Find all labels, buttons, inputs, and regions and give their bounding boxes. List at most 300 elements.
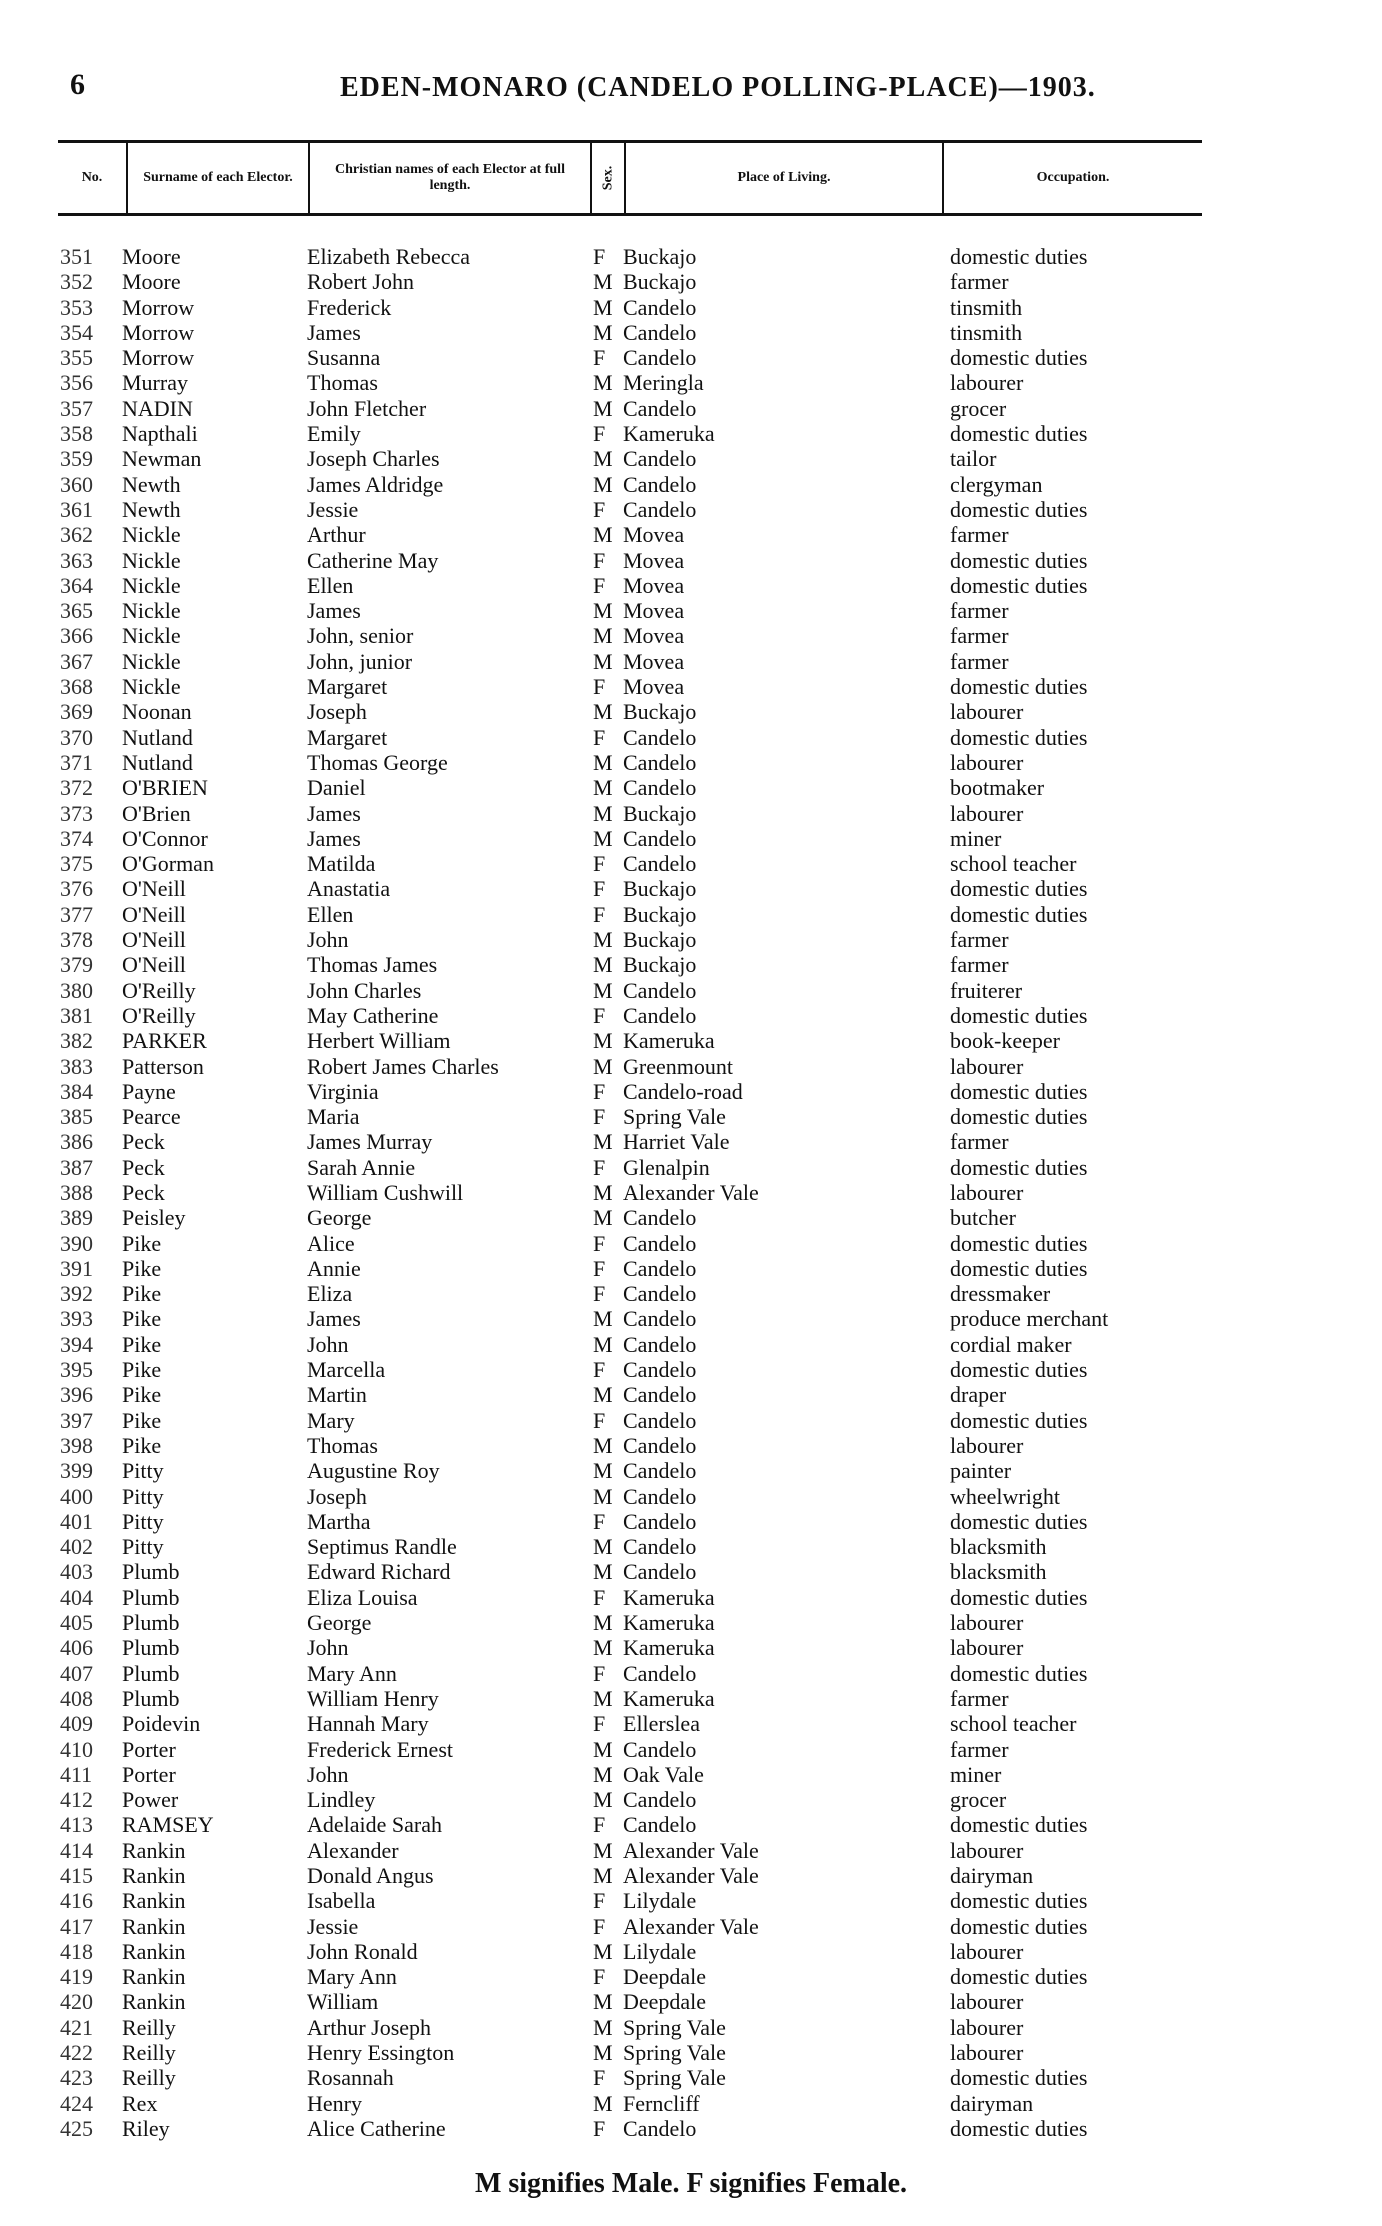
elector-occupation: tinsmith [950, 294, 1023, 320]
elector-occupation: domestic duties [950, 1812, 1088, 1838]
table-row [0, 472, 1382, 497]
elector-occupation: domestic duties [950, 1002, 1088, 1028]
elector-surname: Pitty [122, 1458, 164, 1484]
elector-number: 414 [60, 1837, 93, 1863]
elector-sex: M [593, 2014, 613, 2040]
elector-number: 406 [60, 1635, 93, 1661]
elector-surname: Peck [122, 1179, 165, 1205]
elector-place: Candelo [623, 1787, 697, 1813]
elector-christian-names: James [307, 800, 361, 826]
elector-surname: Pitty [122, 1483, 164, 1509]
elector-place: Candelo [623, 345, 697, 371]
elector-occupation: labourer [950, 2040, 1024, 2066]
elector-christian-names: William Henry [307, 1685, 439, 1711]
elector-number: 404 [60, 1584, 93, 1610]
elector-sex: M [593, 1179, 613, 1205]
elector-occupation: domestic duties [950, 1255, 1088, 1281]
table-row [0, 1054, 1382, 1079]
elector-christian-names: Alexander [307, 1837, 399, 1863]
elector-sex: F [593, 1812, 606, 1838]
elector-place: Spring Vale [623, 2014, 726, 2040]
elector-place: Candelo [623, 825, 697, 851]
col-header-no: No. [58, 143, 128, 213]
elector-occupation: tailor [950, 446, 997, 472]
elector-surname: O'Reilly [122, 1002, 196, 1028]
elector-sex: F [593, 1407, 606, 1433]
table-row [0, 1787, 1382, 1812]
elector-number: 410 [60, 1736, 93, 1762]
table-row [0, 244, 1382, 269]
elector-surname: Pike [122, 1230, 162, 1256]
col-header-christian-names: Christian names of each Elector at full length. [310, 143, 592, 213]
elector-occupation: domestic duties [950, 345, 1088, 371]
elector-surname: Rankin [122, 1964, 186, 1990]
elector-christian-names: Matilda [307, 851, 376, 877]
elector-number: 374 [60, 825, 93, 851]
elector-place: Kameruka [623, 1610, 715, 1636]
elector-number: 403 [60, 1559, 93, 1585]
elector-christian-names: Joseph Charles [307, 446, 440, 472]
elector-surname: O'Neill [122, 952, 186, 978]
elector-occupation: blacksmith [950, 1534, 1047, 1560]
elector-surname: Rankin [122, 1989, 186, 2015]
elector-number: 355 [60, 345, 93, 371]
elector-christian-names: Thomas [307, 1432, 378, 1458]
elector-place: Buckajo [623, 952, 697, 978]
elector-christian-names: Susanna [307, 345, 381, 371]
elector-christian-names: Hannah Mary [307, 1711, 429, 1737]
elector-sex: M [593, 927, 613, 953]
elector-christian-names: Mary Ann [307, 1964, 397, 1990]
elector-occupation: domestic duties [950, 674, 1088, 700]
elector-occupation: domestic duties [950, 1660, 1088, 1686]
elector-occupation: dressmaker [950, 1281, 1051, 1307]
elector-sex: M [593, 471, 613, 497]
elector-number: 417 [60, 1913, 93, 1939]
elector-surname: RAMSEY [122, 1812, 214, 1838]
elector-surname: Rankin [122, 1837, 186, 1863]
elector-occupation: labourer [950, 370, 1024, 396]
elector-number: 378 [60, 927, 93, 953]
elector-christian-names: Martin [307, 1382, 367, 1408]
elector-number: 420 [60, 1989, 93, 2015]
elector-surname: Napthali [122, 421, 198, 447]
elector-number: 415 [60, 1863, 93, 1888]
elector-place: Candelo [623, 1306, 697, 1332]
elector-christian-names: Henry [307, 2090, 362, 2116]
elector-place: Candelo [623, 1432, 697, 1458]
elector-number: 384 [60, 1078, 93, 1104]
elector-number: 373 [60, 800, 93, 826]
table-row [0, 269, 1382, 294]
elector-place: Candelo [623, 1407, 697, 1433]
elector-place: Buckajo [623, 901, 697, 927]
table-row [0, 1155, 1382, 1180]
elector-surname: Pike [122, 1306, 162, 1332]
elector-place: Buckajo [623, 927, 697, 953]
table-row [0, 826, 1382, 851]
elector-christian-names: Arthur Joseph [307, 2014, 432, 2040]
elector-place: Candelo [623, 724, 697, 750]
elector-sex: M [593, 977, 613, 1003]
elector-surname: Reilly [122, 2040, 176, 2066]
elector-christian-names: James [307, 1306, 361, 1332]
elector-christian-names: Thomas James [307, 952, 438, 978]
table-row [0, 775, 1382, 800]
elector-number: 371 [60, 749, 93, 775]
elector-christian-names: Augustine Roy [307, 1458, 440, 1484]
table-row [0, 649, 1382, 674]
elector-christian-names: Septimus Randle [307, 1534, 457, 1560]
table-row [0, 1357, 1382, 1382]
elector-place: Kameruka [623, 1685, 715, 1711]
table-row [0, 497, 1382, 522]
elector-sex: M [593, 1483, 613, 1509]
elector-christian-names: John [307, 1635, 349, 1661]
elector-number: 357 [60, 395, 93, 421]
elector-sex: M [593, 1761, 613, 1787]
elector-christian-names: James [307, 825, 361, 851]
elector-christian-names: George [307, 1610, 372, 1636]
elector-christian-names: John Fletcher [307, 395, 427, 421]
elector-christian-names: James Murray [307, 1129, 433, 1155]
elector-place: Candelo [623, 851, 697, 877]
elector-surname: Nickle [122, 547, 181, 573]
elector-sex: M [593, 775, 613, 801]
table-row [0, 1863, 1382, 1888]
table-row [0, 851, 1382, 876]
elector-place: Candelo [623, 775, 697, 801]
elector-surname: Plumb [122, 1584, 180, 1610]
elector-place: Candelo [623, 294, 697, 320]
elector-sex: F [593, 1104, 606, 1130]
elector-number: 416 [60, 1888, 93, 1914]
elector-number: 358 [60, 421, 93, 447]
elector-occupation: wheelwright [950, 1483, 1060, 1509]
elector-surname: Pitty [122, 1534, 164, 1560]
elector-occupation: domestic duties [950, 1584, 1088, 1610]
elector-christian-names: John, senior [307, 623, 414, 649]
elector-surname: Newth [122, 471, 181, 497]
elector-occupation: farmer [950, 522, 1009, 548]
table-row [0, 370, 1382, 395]
elector-occupation: dairyman [950, 2090, 1034, 2116]
table-row [0, 1382, 1382, 1407]
elector-occupation: domestic duties [950, 1230, 1088, 1256]
elector-place: Candelo [623, 2115, 697, 2141]
elector-sex: M [593, 825, 613, 851]
elector-place: Spring Vale [623, 1104, 726, 1130]
elector-number: 377 [60, 901, 93, 927]
table-row [0, 1737, 1382, 1762]
col-header-sex [592, 143, 626, 213]
elector-sex: F [593, 876, 606, 902]
elector-surname: Nickle [122, 623, 181, 649]
elector-place: Movea [623, 623, 685, 649]
elector-number: 391 [60, 1255, 93, 1281]
table-row [0, 598, 1382, 623]
elector-sex: F [593, 1913, 606, 1939]
elector-occupation: cordial maker [950, 1331, 1072, 1357]
table-row [0, 1180, 1382, 1205]
elector-occupation: labourer [950, 1938, 1024, 1964]
elector-sex: M [593, 395, 613, 421]
elector-sex: F [593, 496, 606, 522]
elector-occupation: school teacher [950, 1711, 1077, 1737]
table-row [0, 1534, 1382, 1559]
elector-occupation: domestic duties [950, 1154, 1088, 1180]
elector-sex: M [593, 2040, 613, 2066]
elector-occupation: domestic duties [950, 1508, 1088, 1534]
elector-place: Candelo [623, 1281, 697, 1307]
elector-occupation: domestic duties [950, 2065, 1088, 2091]
elector-occupation: farmer [950, 623, 1009, 649]
elector-occupation: labourer [950, 1989, 1024, 2015]
elector-christian-names: Jessie [307, 1913, 359, 1939]
elector-surname: O'Brien [122, 800, 191, 826]
elector-surname: O'Neill [122, 901, 186, 927]
elector-place: Greenmount [623, 1053, 733, 1079]
elector-surname: Nickle [122, 648, 181, 674]
elector-occupation: domestic duties [950, 901, 1088, 927]
elector-place: Alexander Vale [623, 1837, 759, 1863]
table-header [58, 140, 1202, 216]
elector-surname: Pitty [122, 1508, 164, 1534]
page-header [0, 68, 1382, 108]
elector-surname: Patterson [122, 1053, 204, 1079]
elector-surname: Plumb [122, 1610, 180, 1636]
elector-place: Kameruka [623, 1635, 715, 1661]
elector-surname: Pike [122, 1255, 162, 1281]
elector-sex: M [593, 1685, 613, 1711]
elector-place: Candelo [623, 1331, 697, 1357]
table-row [0, 2015, 1382, 2040]
elector-place: Candelo-road [623, 1078, 743, 1104]
elector-surname: Nickle [122, 598, 181, 624]
elector-surname: Plumb [122, 1635, 180, 1661]
elector-number: 408 [60, 1685, 93, 1711]
elector-sex: M [593, 1205, 613, 1231]
elector-christian-names: Catherine May [307, 547, 439, 573]
elector-christian-names: Alice Catherine [307, 2115, 446, 2141]
elector-surname: Plumb [122, 1559, 180, 1585]
elector-surname: Morrow [122, 319, 195, 345]
elector-christian-names: Edward Richard [307, 1559, 451, 1585]
elector-sex: M [593, 1635, 613, 1661]
elector-surname: Pike [122, 1382, 162, 1408]
elector-christian-names: Frederick [307, 294, 392, 320]
elector-christian-names: John Charles [307, 977, 422, 1003]
elector-place: Ferncliff [623, 2090, 700, 2116]
elector-place: Alexander Vale [623, 1179, 759, 1205]
page-title: EDEN-MONARO (CANDELO POLLING-PLACE)—1903. [340, 72, 1096, 103]
elector-surname: Pike [122, 1407, 162, 1433]
elector-surname: Newth [122, 496, 181, 522]
elector-occupation: labourer [950, 1610, 1024, 1636]
table-row [0, 1939, 1382, 1964]
elector-surname: Nickle [122, 522, 181, 548]
elector-place: Movea [623, 547, 685, 573]
elector-christian-names: May Catherine [307, 1002, 439, 1028]
elector-occupation: labourer [950, 1053, 1024, 1079]
elector-place: Candelo [623, 1002, 697, 1028]
elector-christian-names: Eliza [307, 1281, 353, 1307]
elector-place: Lilydale [623, 1888, 697, 1914]
elector-occupation: domestic duties [950, 244, 1088, 269]
elector-place: Buckajo [623, 269, 697, 295]
elector-occupation: farmer [950, 1129, 1009, 1155]
elector-number: 381 [60, 1002, 93, 1028]
elector-place: Kameruka [623, 1028, 715, 1054]
elector-occupation: labourer [950, 1635, 1024, 1661]
elector-number: 393 [60, 1306, 93, 1332]
elector-place: Movea [623, 598, 685, 624]
footer-note: M signifies Male. F signifies Female. [474, 2168, 908, 2199]
elector-occupation: domestic duties [950, 1913, 1088, 1939]
elector-surname: O'Neill [122, 927, 186, 953]
elector-surname: Peck [122, 1154, 165, 1180]
elector-sex: M [593, 294, 613, 320]
elector-surname: Peisley [122, 1205, 186, 1231]
elector-surname: Porter [122, 1736, 176, 1762]
table-row [0, 699, 1382, 724]
elector-place: Deepdale [623, 1989, 707, 2015]
elector-number: 402 [60, 1534, 93, 1560]
elector-number: 400 [60, 1483, 93, 1509]
elector-sex: F [593, 1964, 606, 1990]
elector-occupation: domestic duties [950, 2115, 1088, 2141]
elector-occupation: domestic duties [950, 876, 1088, 902]
table-row [0, 1079, 1382, 1104]
elector-number: 395 [60, 1357, 93, 1383]
elector-occupation: grocer [950, 1787, 1007, 1813]
elector-sex: M [593, 1938, 613, 1964]
table-row [0, 978, 1382, 1003]
elector-occupation: blacksmith [950, 1559, 1047, 1585]
elector-sex: F [593, 1357, 606, 1383]
elector-sex: F [593, 1711, 606, 1737]
elector-number: 411 [60, 1761, 93, 1787]
elector-surname: Pike [122, 1281, 162, 1307]
elector-sex: F [593, 1888, 606, 1914]
elector-number: 398 [60, 1432, 93, 1458]
elector-sex: F [593, 724, 606, 750]
elector-sex: F [593, 547, 606, 573]
elector-christian-names: Daniel [307, 775, 366, 801]
table-row [0, 1762, 1382, 1787]
elector-place: Candelo [623, 1534, 697, 1560]
elector-number: 364 [60, 572, 93, 598]
elector-surname: PARKER [122, 1028, 207, 1054]
elector-occupation: labourer [950, 1179, 1024, 1205]
elector-christian-names: Alice [307, 1230, 355, 1256]
elector-number: 379 [60, 952, 93, 978]
table-row [0, 1559, 1382, 1584]
elector-occupation: labourer [950, 2014, 1024, 2040]
elector-sex: M [593, 800, 613, 826]
elector-occupation: domestic duties [950, 724, 1088, 750]
table-row [0, 295, 1382, 320]
elector-christian-names: James Aldridge [307, 471, 444, 497]
elector-place: Candelo [623, 1559, 697, 1585]
elector-occupation: domestic duties [950, 1888, 1088, 1914]
elector-occupation: clergyman [950, 471, 1043, 497]
elector-sex: M [593, 1053, 613, 1079]
elector-surname: Payne [122, 1078, 176, 1104]
elector-christian-names: Isabella [307, 1888, 376, 1914]
elector-surname: Moore [122, 269, 181, 295]
elector-number: 354 [60, 319, 93, 345]
elector-place: Spring Vale [623, 2040, 726, 2066]
elector-occupation: painter [950, 1458, 1012, 1484]
elector-sex: F [593, 2115, 606, 2141]
elector-place: Candelo [623, 1483, 697, 1509]
table-row [0, 674, 1382, 699]
elector-christian-names: Rosannah [307, 2065, 394, 2091]
table-row [0, 1888, 1382, 1913]
table-row [0, 2040, 1382, 2065]
table-row [0, 446, 1382, 471]
elector-occupation: dairyman [950, 1863, 1034, 1888]
elector-number: 401 [60, 1508, 93, 1534]
elector-place: Buckajo [623, 244, 697, 269]
elector-sex: M [593, 1787, 613, 1813]
elector-occupation: labourer [950, 749, 1024, 775]
table-row [0, 1104, 1382, 1129]
elector-sex: M [593, 370, 613, 396]
elector-christian-names: John [307, 927, 349, 953]
elector-occupation: labourer [950, 1432, 1024, 1458]
elector-surname: Power [122, 1787, 179, 1813]
elector-number: 389 [60, 1205, 93, 1231]
elector-sex: M [593, 1610, 613, 1636]
elector-christian-names: Thomas George [307, 749, 448, 775]
elector-christian-names: Ellen [307, 901, 354, 927]
elector-number: 394 [60, 1331, 93, 1357]
elector-surname: Rex [122, 2090, 158, 2116]
col-header-sex-label: Sex. [600, 165, 615, 191]
elector-sex: M [593, 522, 613, 548]
table-row [0, 750, 1382, 775]
table-row [0, 1661, 1382, 1686]
elector-number: 365 [60, 598, 93, 624]
table-row [0, 2065, 1382, 2090]
elector-sex: F [593, 2065, 606, 2091]
elector-number: 423 [60, 2065, 93, 2091]
elector-surname: O'Gorman [122, 851, 214, 877]
elector-sex: M [593, 1534, 613, 1560]
elector-sex: F [593, 1508, 606, 1534]
elector-place: Candelo [623, 1660, 697, 1686]
elector-occupation: butcher [950, 1205, 1016, 1231]
elector-occupation: produce merchant [950, 1306, 1109, 1332]
table-row [0, 320, 1382, 345]
elector-occupation: domestic duties [950, 1357, 1088, 1383]
elector-place: Candelo [623, 1736, 697, 1762]
elector-surname: Nutland [122, 724, 193, 750]
elector-sex: F [593, 901, 606, 927]
elector-occupation: farmer [950, 952, 1009, 978]
elector-christian-names: Herbert William [307, 1028, 451, 1054]
table-row [0, 573, 1382, 598]
elector-place: Kameruka [623, 421, 715, 447]
elector-sex: M [593, 1129, 613, 1155]
elector-sex: M [593, 1837, 613, 1863]
elector-place: Ellerslea [623, 1711, 700, 1737]
elector-number: 390 [60, 1230, 93, 1256]
elector-sex: M [593, 1382, 613, 1408]
table-row [0, 345, 1382, 370]
